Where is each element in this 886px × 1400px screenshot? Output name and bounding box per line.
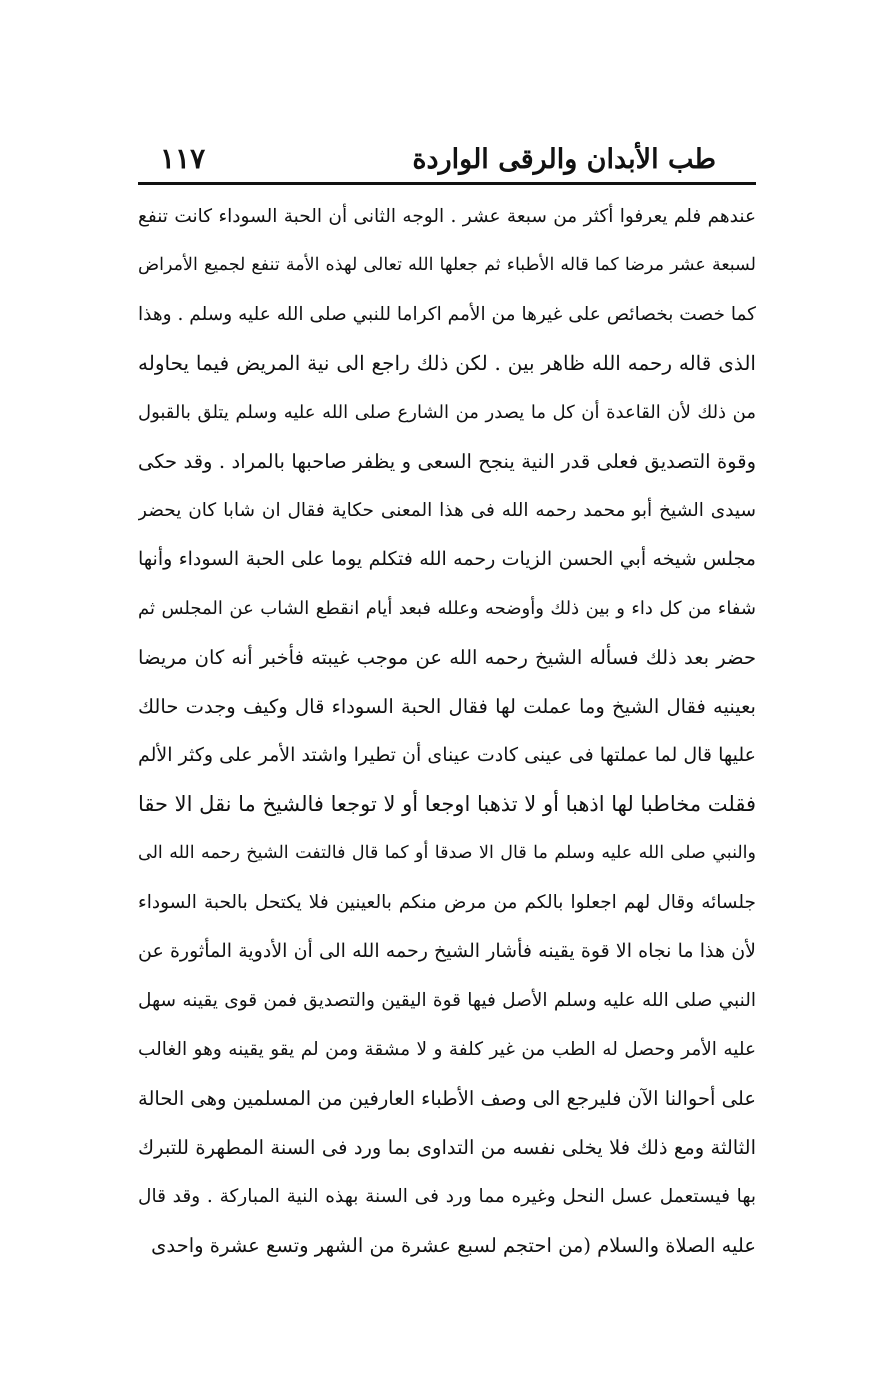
text-line: على أحوالنا الآن فليرجع الى وصف الأطباء العارفين من المسلمين وهى الحالة	[138, 1087, 756, 1110]
body-text	[138, 192, 756, 1270]
text-line: حضر بعد ذلك فسأله الشيخ رحمه الله عن موجب غيبته فأخبر أنه كان مريضا	[138, 646, 756, 669]
text-line: شفاء من كل داء و بين ذلك وأوضحه وعلله فبعد أيام انقطع الشاب عن المجلس ثم	[138, 598, 756, 619]
text-line: بها فيستعمل عسل النحل وغيره مما ورد فى السنة بهذه النية المباركة . وقد قال	[138, 1186, 756, 1207]
text-line: النبي صلى الله عليه وسلم الأصل فيها قوة اليقين والتصديق فمن قوى يقينه سهل	[138, 990, 756, 1011]
text-line: عندهم فلم يعرفوا أكثر من سبعة عشر . الوجه الثانى أن الحبة السوداء كانت تنفع	[138, 206, 756, 227]
text-line: كما خصت بخصائص على غيرها من الأمم اكراما للنبي صلى الله عليه وسلم . وهذا	[138, 304, 756, 325]
text-line: لسبعة عشر مرضا كما قاله الأطباء ثم جعلها الله تعالى لهذه الأمة تنفع لجميع الأمراض	[138, 255, 756, 275]
text-line: عليه الأمر وحصل له الطب من غير كلفة و لا مشقة ومن لم يقو يقينه وهو الغالب	[138, 1039, 756, 1060]
text-line: عليها قال لما عملتها فى عينى كادت عيناى أن تطيرا واشتد الأمر على وكثر الألم	[138, 744, 756, 766]
text-line: الذى قاله رحمه الله ظاهر بين . لكن ذلك راجع الى نية المريض فيما يحاوله	[138, 351, 756, 375]
text-line: والنبي صلى الله عليه وسلم ما قال الا صدقا أو كما قال فالتفت الشيخ رحمه الله الى	[138, 843, 756, 863]
text-line: مجلس شيخه أبي الحسن الزيات رحمه الله فتكلم يوما على الحبة السوداء وأنها	[138, 548, 756, 570]
text-line: بعينيه فقال الشيخ وما عملت لها فقال الحبة السوداء قال وكيف وجدت حالك	[138, 695, 756, 718]
text-line: من ذلك لأن القاعدة أن كل ما يصدر من الشارع صلى الله عليه وسلم يتلق بالقبول	[138, 402, 756, 423]
running-title: طب الأبدان والرقى الواردة	[412, 144, 716, 175]
text-line: الثالثة ومع ذلك فلا يخلى نفسه من التداوى بما ورد فى السنة المطهرة للتبرك	[138, 1136, 756, 1159]
text-line: سيدى الشيخ أبو محمد رحمه الله فى هذا المعنى حكاية فقال ان شابا كان يحضر	[138, 500, 756, 521]
page-number: ١١٧	[160, 142, 206, 175]
text-line: وقوة التصديق فعلى قدر النية ينجح السعى و يظفر صاحبها بالمراد . وقد حكى	[138, 450, 756, 473]
header-rule	[138, 182, 756, 185]
text-line: لأن هذا ما نجاه الا قوة يقينه فأشار الشيخ رحمه الله الى أن الأدوية المأثورة عن	[138, 940, 756, 962]
text-line: عليه الصلاة والسلام (من احتجم لسبع عشرة من الشهر وتسع عشرة واحدى	[151, 1234, 756, 1257]
page-header	[138, 138, 756, 182]
text-line: فقلت مخاطبا لها اذهبا أو لا تذهبا اوجعا أو لا توجعا فالشيخ ما نقل الا حقا	[138, 792, 756, 816]
text-line: جلسائه وقال لهم اجعلوا بالكم من مرض منكم بالعينين فلا يكتحل بالحبة السوداء	[138, 892, 756, 913]
